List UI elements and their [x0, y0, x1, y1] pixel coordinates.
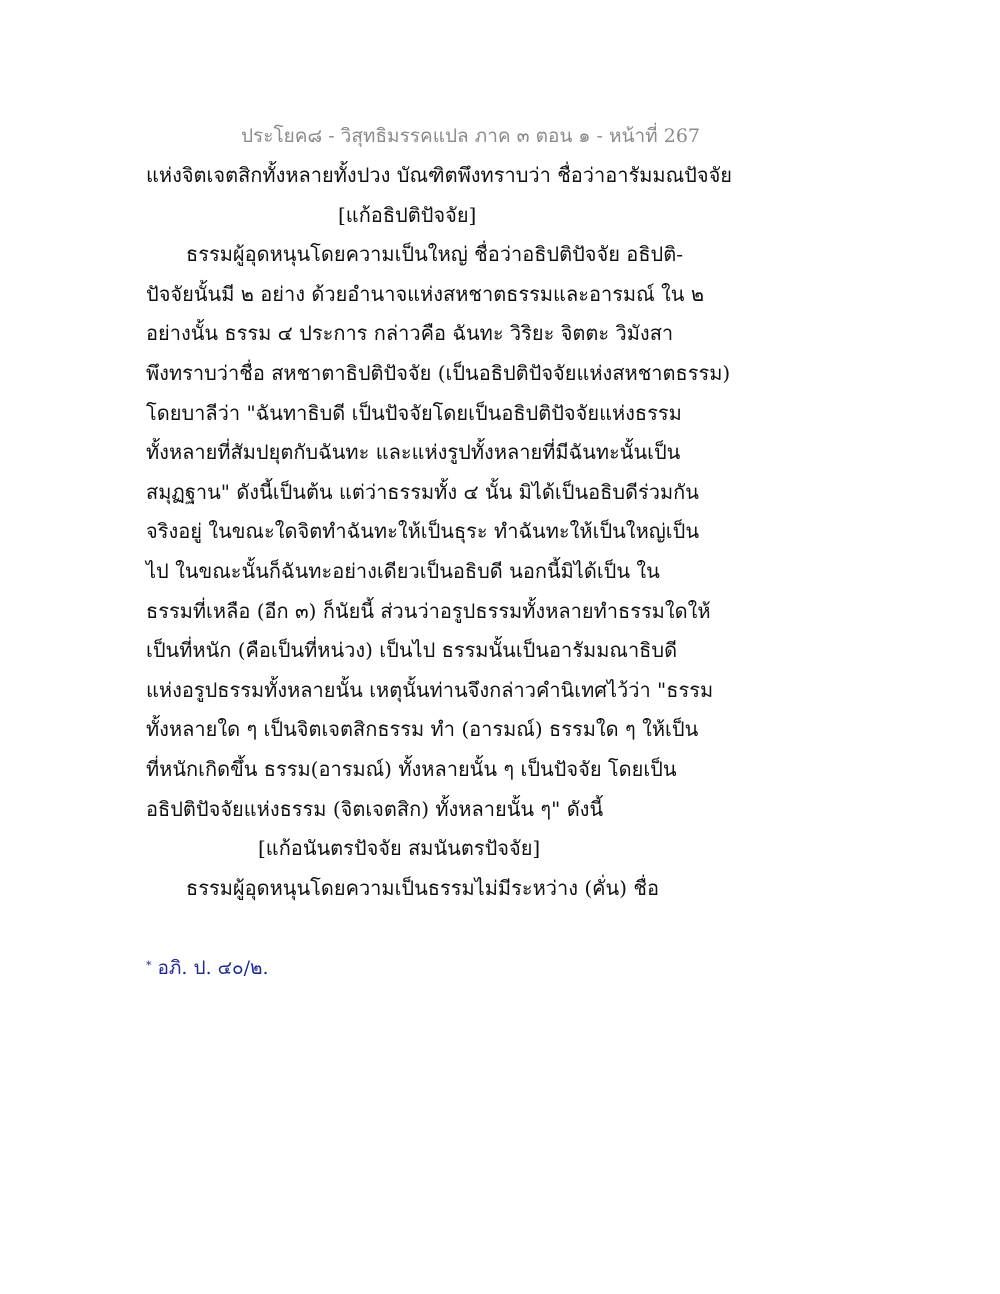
text-line: แห่งจิตเจตสิกทั้งหลายทั้งปวง บัณฑิตพึงทราบว่า ชื่อว่าอารัมมณปัจจัย: [146, 163, 733, 187]
running-header: ประโยค๘ - วิสุทธิมรรคแปล ภาค ๓ ตอน ๑ - หน้าที่ 267: [240, 125, 700, 147]
text-line: ไป ในขณะนั้นก็ฉันทะอย่างเดียวเป็นอธิบดี นอกนี้มิได้เป็น ใน: [146, 558, 660, 583]
section-heading-adhipati: [แก้อธิปติปัจจัย]: [338, 202, 477, 227]
text-line: แห่งอรูปธรรมทั้งหลายนั้น เหตุนั้นท่านจึงกล่าวคำนิเทศไว้ว่า "ธรรม: [146, 677, 714, 702]
text-line: ที่หนักเกิดขึ้น ธรรม(อารมณ์) ทั้งหลายนั้น ๆ เป็นปัจจัย โดยเป็น: [146, 756, 677, 781]
footnote: [146, 954, 269, 982]
text-line: จริงอยู่ ในขณะใดจิตทำฉันทะให้เป็นธุระ ทำฉันทะให้เป็นใหญ่เป็น: [146, 519, 699, 544]
text-line: ธรรมผู้อุดหนุนโดยความเป็นใหญ่ ชื่อว่าอธิปติปัจจัย อธิปติ-: [186, 242, 683, 267]
section-heading-anantara: [แก้อนันตรปัจจัย สมนันตรปัจจัย]: [258, 836, 541, 861]
footnote-mark: *: [146, 959, 152, 972]
text-line: อย่างนั้น ธรรม ๔ ประการ กล่าวคือ ฉันทะ วิริยะ จิตตะ วิมังสา: [146, 321, 674, 346]
text-line: โดยบาลีว่า "ฉันทาธิบดี เป็นปัจจัยโดยเป็นอธิปติปัจจัยแห่งธรรม: [146, 400, 682, 425]
text-line: ทั้งหลายที่สัมปยุตกับฉันทะ และแห่งรูปทั้งหลายที่มีฉันทะนั้นเป็น: [146, 440, 681, 465]
text-line: ปัจจัยนั้นมี ๒ อย่าง ด้วยอำนาจแห่งสหชาตธรรมและอารมณ์ ใน ๒: [146, 281, 705, 306]
body-text: [146, 156, 733, 908]
footnote-text: อภิ. ป. ๔๐/๒.: [157, 957, 269, 979]
text-line: อธิปติปัจจัยแห่งธรรม (จิตเจตสิก) ทั้งหลายนั้น ๆ" ดังนี้: [146, 796, 604, 821]
text-line: ทั้งหลายใด ๆ เป็นจิตเจตสิกธรรม ทำ (อารมณ์) ธรรมใด ๆ ให้เป็น: [146, 717, 699, 742]
text-line: พึงทราบว่าชื่อ สหชาตาธิปติปัจจัย (เป็นอธิปติปัจจัยแห่งสหชาตธรรม): [146, 360, 731, 385]
text-line: เป็นที่หนัก (คือเป็นที่หน่วง) เป็นไป ธรรมนั้นเป็นอารัมมณาธิบดี: [146, 638, 678, 663]
text-line: ธรรมผู้อุดหนุนโดยความเป็นธรรมไม่มีระหว่าง (คั่น) ชื่อ: [186, 875, 659, 900]
text-line: ธรรมที่เหลือ (อีก ๓) ก็นัยนี้ ส่วนว่าอรูปธรรมทั้งหลายทำธรรมใดให้: [146, 598, 711, 623]
text-line: สมุฏฐาน" ดังนี้เป็นต้น แต่ว่าธรรมทั้ง ๔ นั้น มิได้เป็นอธิบดีร่วมกัน: [146, 479, 699, 504]
